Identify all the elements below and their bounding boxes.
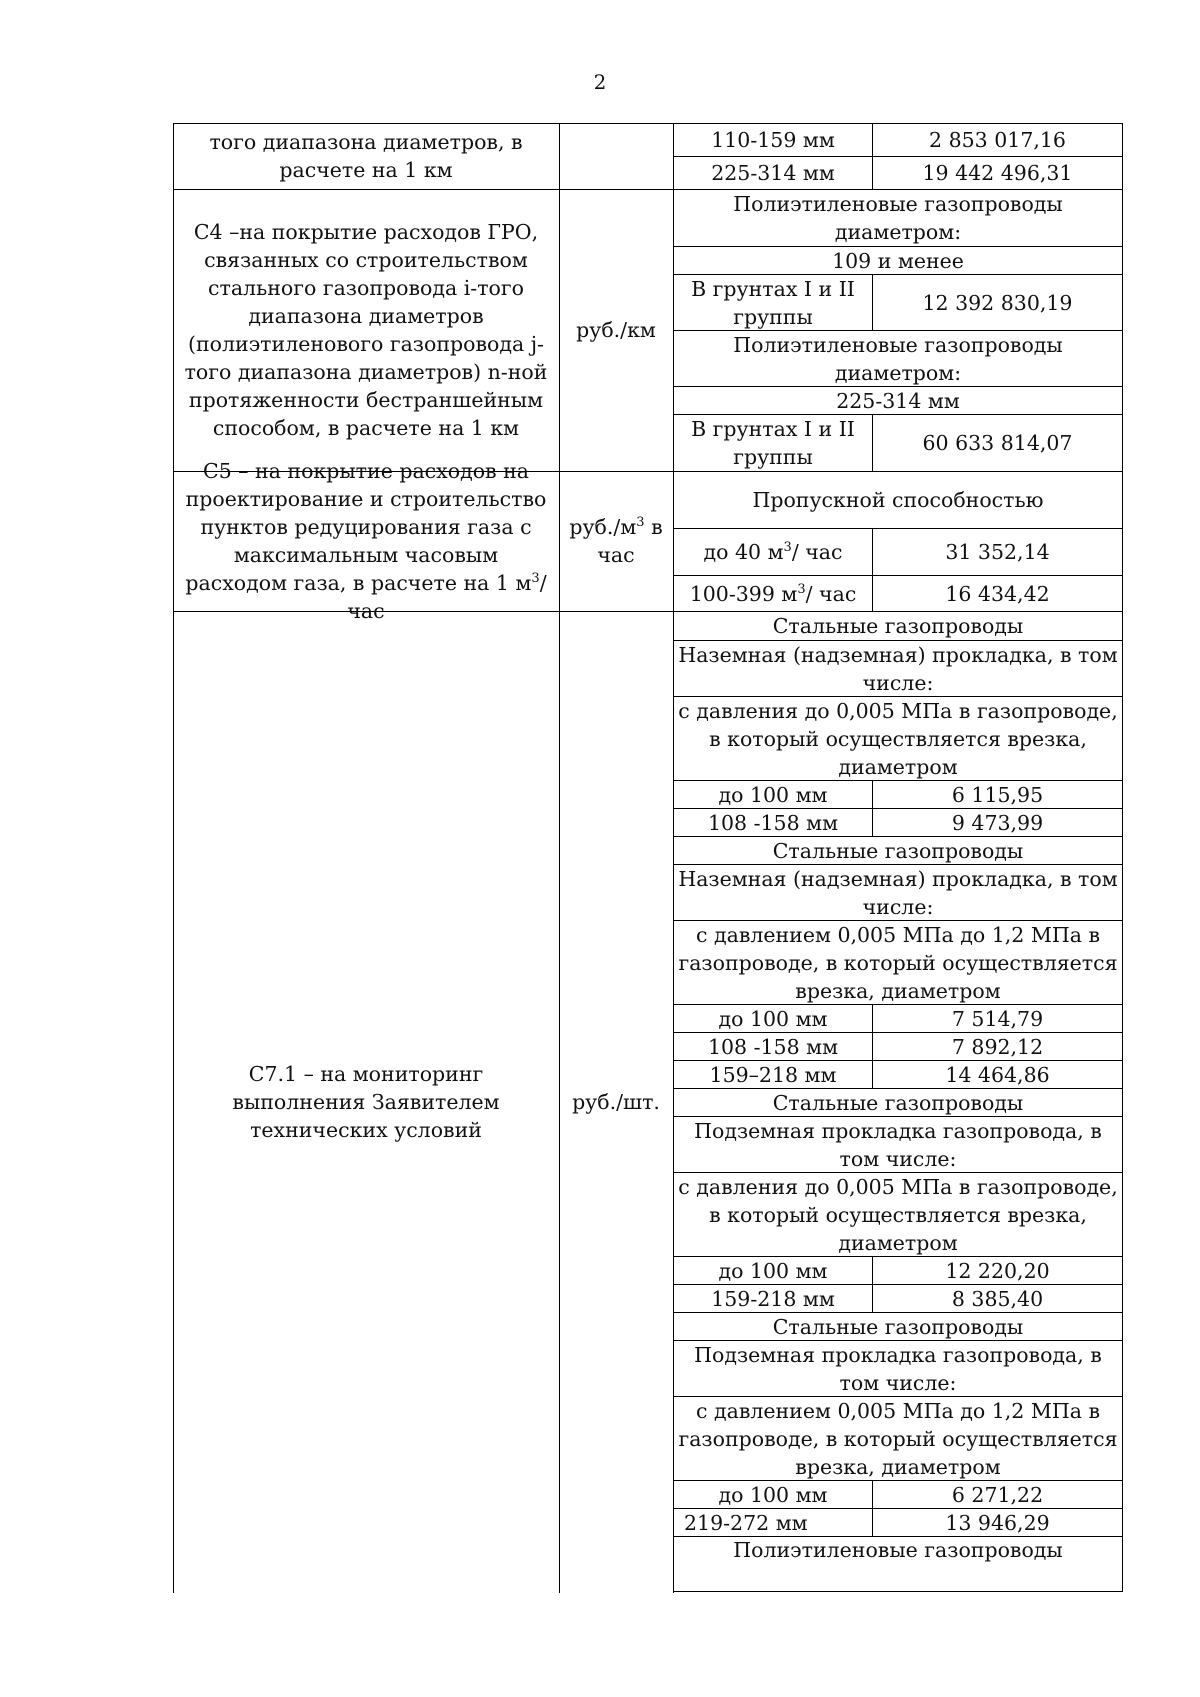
table-row xyxy=(674,1508,1122,1536)
block4-unit: руб./шт. xyxy=(572,1090,660,1114)
table-row xyxy=(674,156,1122,189)
group-condition: с давления до 0,005 МПа в газопроводе, в который осуществляется врезка, диаметром xyxy=(678,1174,1118,1255)
price-value: 19 442 496,31 xyxy=(922,161,1073,185)
table-row xyxy=(674,472,1122,528)
block1-description: того диапазона диаметров, в расчете на 1 км xyxy=(209,130,523,182)
block3-desc-tail: / час xyxy=(347,571,547,623)
table-row xyxy=(674,124,1122,156)
table-row xyxy=(674,386,1122,414)
price-value: 2 853 017,16 xyxy=(929,128,1066,152)
block4-description: С7.1 – на мониторинг выполнения Заявителем технических условий xyxy=(232,1062,500,1142)
price-value: 6 115,95 xyxy=(951,782,1044,807)
group-header: Стальные газопроводы xyxy=(772,838,1024,863)
price-value: 31 352,14 xyxy=(945,540,1050,564)
superscript: 3 xyxy=(783,540,792,556)
price-value: 14 464,86 xyxy=(945,1062,1050,1087)
group-header: Полиэтиленовые газопроводы диаметром: xyxy=(733,332,1063,385)
block3-unit xyxy=(559,471,673,611)
price-value: 8 385,40 xyxy=(951,1286,1044,1311)
table-row xyxy=(674,864,1122,920)
group-header: Пропускной способностью xyxy=(752,488,1044,512)
group-subheader: Наземная (надземная) прокладка, в том числе: xyxy=(678,866,1118,919)
diameter-label: до 100 мм xyxy=(674,1257,873,1284)
unit-tail: в час xyxy=(597,515,663,567)
table-row xyxy=(674,920,1122,1004)
table-row xyxy=(674,780,1122,808)
price-value: 60 633 814,07 xyxy=(922,431,1073,455)
table-row xyxy=(674,1340,1122,1396)
soil-label: В грунтах I и II группы xyxy=(674,275,873,330)
diameter-label: 110-159 мм xyxy=(674,124,873,156)
superscript: 3 xyxy=(797,581,806,597)
price-value: 6 271,22 xyxy=(951,1482,1044,1507)
group-subheader: Подземная прокладка газопровода, в том числе: xyxy=(694,1118,1102,1171)
block2-values xyxy=(673,189,1123,472)
group-subheader: 225-314 мм xyxy=(836,388,960,413)
group-subheader: Подземная прокладка газопровода, в том числе: xyxy=(694,1342,1102,1395)
diameter-label: 159–218 мм xyxy=(674,1061,873,1088)
group-condition: с давлением 0,005 МПа до 1,2 МПа в газопроводе, в который осуществляется врезка, диаметром xyxy=(678,922,1118,1003)
diameter-label: 108 -158 мм xyxy=(674,809,873,836)
label-text: 100-399 м xyxy=(689,581,798,606)
table-row xyxy=(674,1480,1122,1508)
diameter-label: 219-272 мм xyxy=(674,1509,873,1536)
table-row xyxy=(674,246,1122,274)
block3-desc-text: С5 – на покрытие расходов на проектирование и строительство пунктов редуцирования газа с максимальным часовым расходом газа, в расчете на 1 м xyxy=(185,459,547,595)
group-subheader: 109 и менее xyxy=(832,248,964,273)
table-row xyxy=(674,640,1122,696)
group-header: Полиэтиленовые газопроводы диаметром: xyxy=(733,192,1063,244)
table-row xyxy=(674,836,1122,864)
block3-values xyxy=(673,471,1123,612)
capacity-label xyxy=(674,529,873,575)
table-row xyxy=(674,808,1122,836)
price-value: 9 473,99 xyxy=(951,810,1044,835)
table-row xyxy=(674,1312,1122,1340)
diameter-label: до 100 мм xyxy=(674,1481,873,1508)
unit-text: руб./м xyxy=(569,515,637,539)
diameter-label: 225-314 мм xyxy=(674,157,873,189)
block2-unit: руб./км xyxy=(576,318,656,342)
group-header: Стальные газопроводы xyxy=(772,1314,1024,1339)
group-header: Стальные газопроводы xyxy=(772,614,1024,638)
table-row xyxy=(674,696,1122,780)
group-condition: с давления до 0,005 МПа в газопроводе, в который осуществляется врезка, диаметром xyxy=(678,698,1118,779)
table-row xyxy=(674,274,1122,330)
table-row xyxy=(674,528,1122,575)
diameter-label: 108 -158 мм xyxy=(674,1033,873,1060)
price-value: 13 946,29 xyxy=(945,1510,1050,1535)
diameter-label: 159-218 мм xyxy=(674,1285,873,1312)
tariff-table xyxy=(173,123,1123,1593)
block4-values xyxy=(673,611,1123,1592)
table-row xyxy=(674,1172,1122,1256)
table-row xyxy=(674,1256,1122,1284)
diameter-label: до 100 мм xyxy=(674,781,873,808)
price-value: 7 892,12 xyxy=(951,1034,1044,1059)
table-row xyxy=(674,1032,1122,1060)
block1-values xyxy=(673,123,1123,190)
table-row xyxy=(674,1116,1122,1172)
label-tail: / час xyxy=(791,540,843,564)
table-row xyxy=(674,1396,1122,1480)
table-row xyxy=(674,190,1122,246)
table-row xyxy=(674,1284,1122,1312)
table-row xyxy=(674,1088,1122,1116)
label-tail: / час xyxy=(805,581,857,606)
table-row xyxy=(674,612,1122,640)
diameter-label: до 100 мм xyxy=(674,1005,873,1032)
label-text: до 40 м xyxy=(703,540,784,564)
price-value: 12 392 830,19 xyxy=(922,290,1073,315)
group-condition: с давлением 0,005 МПа до 1,2 МПа в газопроводе, в который осуществляется врезка, диаметром xyxy=(678,1398,1118,1479)
group-header: Стальные газопроводы xyxy=(772,1090,1024,1115)
table-row xyxy=(674,1004,1122,1032)
table-border-left xyxy=(173,123,174,1593)
soil-label: В грунтах I и II группы xyxy=(674,415,873,471)
capacity-label xyxy=(674,576,873,611)
table-row xyxy=(674,1060,1122,1088)
group-subheader: Наземная (надземная) прокладка, в том числе: xyxy=(678,642,1118,695)
block2-description: С4 –на покрытие расходов ГРО, связанных со строительством стального газопровода i-того диапазона диаметров (полиэтиленового газопровода j-того диапазона диаметров) n-ной протяженности бестраншейным способом, в расчете на 1 км xyxy=(184,220,548,440)
superscript: 3 xyxy=(636,515,645,531)
page-number: 2 xyxy=(593,70,607,94)
price-value: 7 514,79 xyxy=(951,1006,1044,1031)
block3-description xyxy=(183,459,549,623)
price-value: 12 220,20 xyxy=(945,1258,1050,1283)
group-header: Полиэтиленовые газопроводы xyxy=(733,1538,1063,1562)
table-row xyxy=(674,414,1122,471)
table-row xyxy=(674,330,1122,386)
price-value: 16 434,42 xyxy=(945,581,1050,606)
table-row xyxy=(674,575,1122,611)
superscript: 3 xyxy=(531,571,540,587)
table-row xyxy=(674,1536,1122,1563)
